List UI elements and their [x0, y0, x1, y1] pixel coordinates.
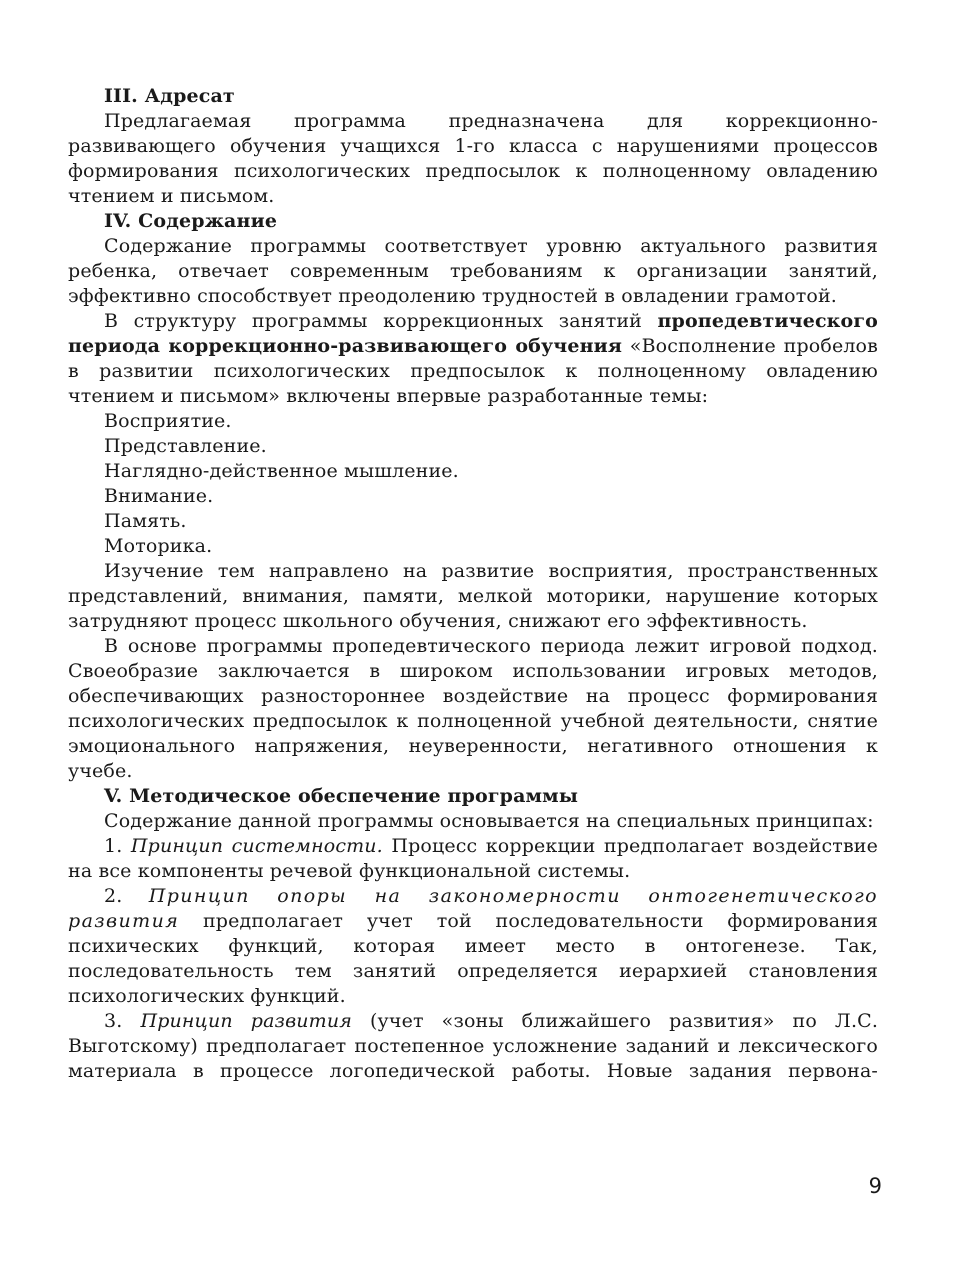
page-body: [68, 84, 878, 1084]
paragraph-content-2: [68, 309, 878, 409]
topic-item: Внимание.: [104, 485, 214, 507]
paragraph-content-3: Изучение тем направлено на развитие восприятия, пространственных представлений, внимания, памяти, мелкой моторики, нарушение которых затрудняют процесс школьного обучения, снижают его эффективность.: [68, 560, 878, 632]
principle-1-text: Процесс коррекции предполагает воздействие на все компоненты речевой функциональной системы.: [68, 835, 878, 882]
topic-item: Наглядно-действенное мышление.: [104, 460, 459, 482]
principle-1: [68, 834, 878, 884]
principle-2-text: предполагает учет той последовательности формирования психических функций, которая имеет место в онтогенезе. Так, последовательность тем занятий определяется иерархией становления психологических функций.: [68, 910, 878, 1007]
paragraph-content-2-start: В структуру программы коррекционных занятий: [104, 310, 658, 332]
section-heading-content: IV. Содержание: [104, 210, 278, 232]
principle-1-title: Принцип системности.: [130, 835, 383, 857]
principle-1-number: 1.: [104, 835, 131, 857]
principle-2-title: Принцип опоры на закономерности онтогенетического развития: [68, 885, 878, 932]
principle-2-number: 2.: [104, 885, 149, 907]
principle-3-title: Принцип развития: [140, 1010, 352, 1032]
topic-item: Восприятие.: [104, 410, 232, 432]
topic-item: Моторика.: [104, 535, 213, 557]
bold-period-phrase: пропедевтического периода коррекционно-развивающего обучения: [68, 310, 878, 357]
section-heading-methods: V. Методическое обеспечение программы: [104, 785, 579, 807]
page-number: 9: [868, 1174, 882, 1198]
principle-3-text: (учет «зоны ближайшего развития» по Л.С. Выготскому) предполагает постепенное усложнение заданий и лексического материала в процессе логопедической работы. Новые задания первона-: [68, 1010, 879, 1082]
paragraph-content-4: В основе программы пропедевтического периода лежит игровой подход. Своеобразие заключается в широком использовании игровых методов, обеспечивающих разностороннее воздействие на процесс формирования психологических предпосылок к полноценной учебной деятельности, снятие эмоционального напряжения, неуверенности, негативного отношения к учебе.: [68, 635, 878, 782]
principle-3-number: 3.: [104, 1010, 141, 1032]
paragraph-addressee: Предлагаемая программа предназначена для коррекционно-развивающего обучения учащихся 1-го класса с нарушениями процессов формирования психологических предпосылок к полноценному овладению чтением и письмом.: [68, 110, 878, 207]
section-heading-addressee: III. Адресат: [104, 85, 235, 107]
paragraph-methods-intro: Содержание данной программы основывается на специальных принципах:: [104, 810, 874, 832]
paragraph-content-2-end: «Восполнение пробелов в развитии психологических предпосылок к полноценному овладению чтением и письмом» включены впервые разработанные темы:: [68, 335, 878, 407]
paragraph-content-1: Содержание программы соответствует уровню актуального развития ребенка, отвечает современным требованиям к организации занятий, эффективно способствует преодолению трудностей в овладении грамотой.: [68, 235, 878, 307]
topic-item: Представление.: [104, 435, 267, 457]
principle-3: [68, 1009, 878, 1084]
topic-item: Память.: [104, 510, 187, 532]
principle-2: [68, 884, 878, 1009]
